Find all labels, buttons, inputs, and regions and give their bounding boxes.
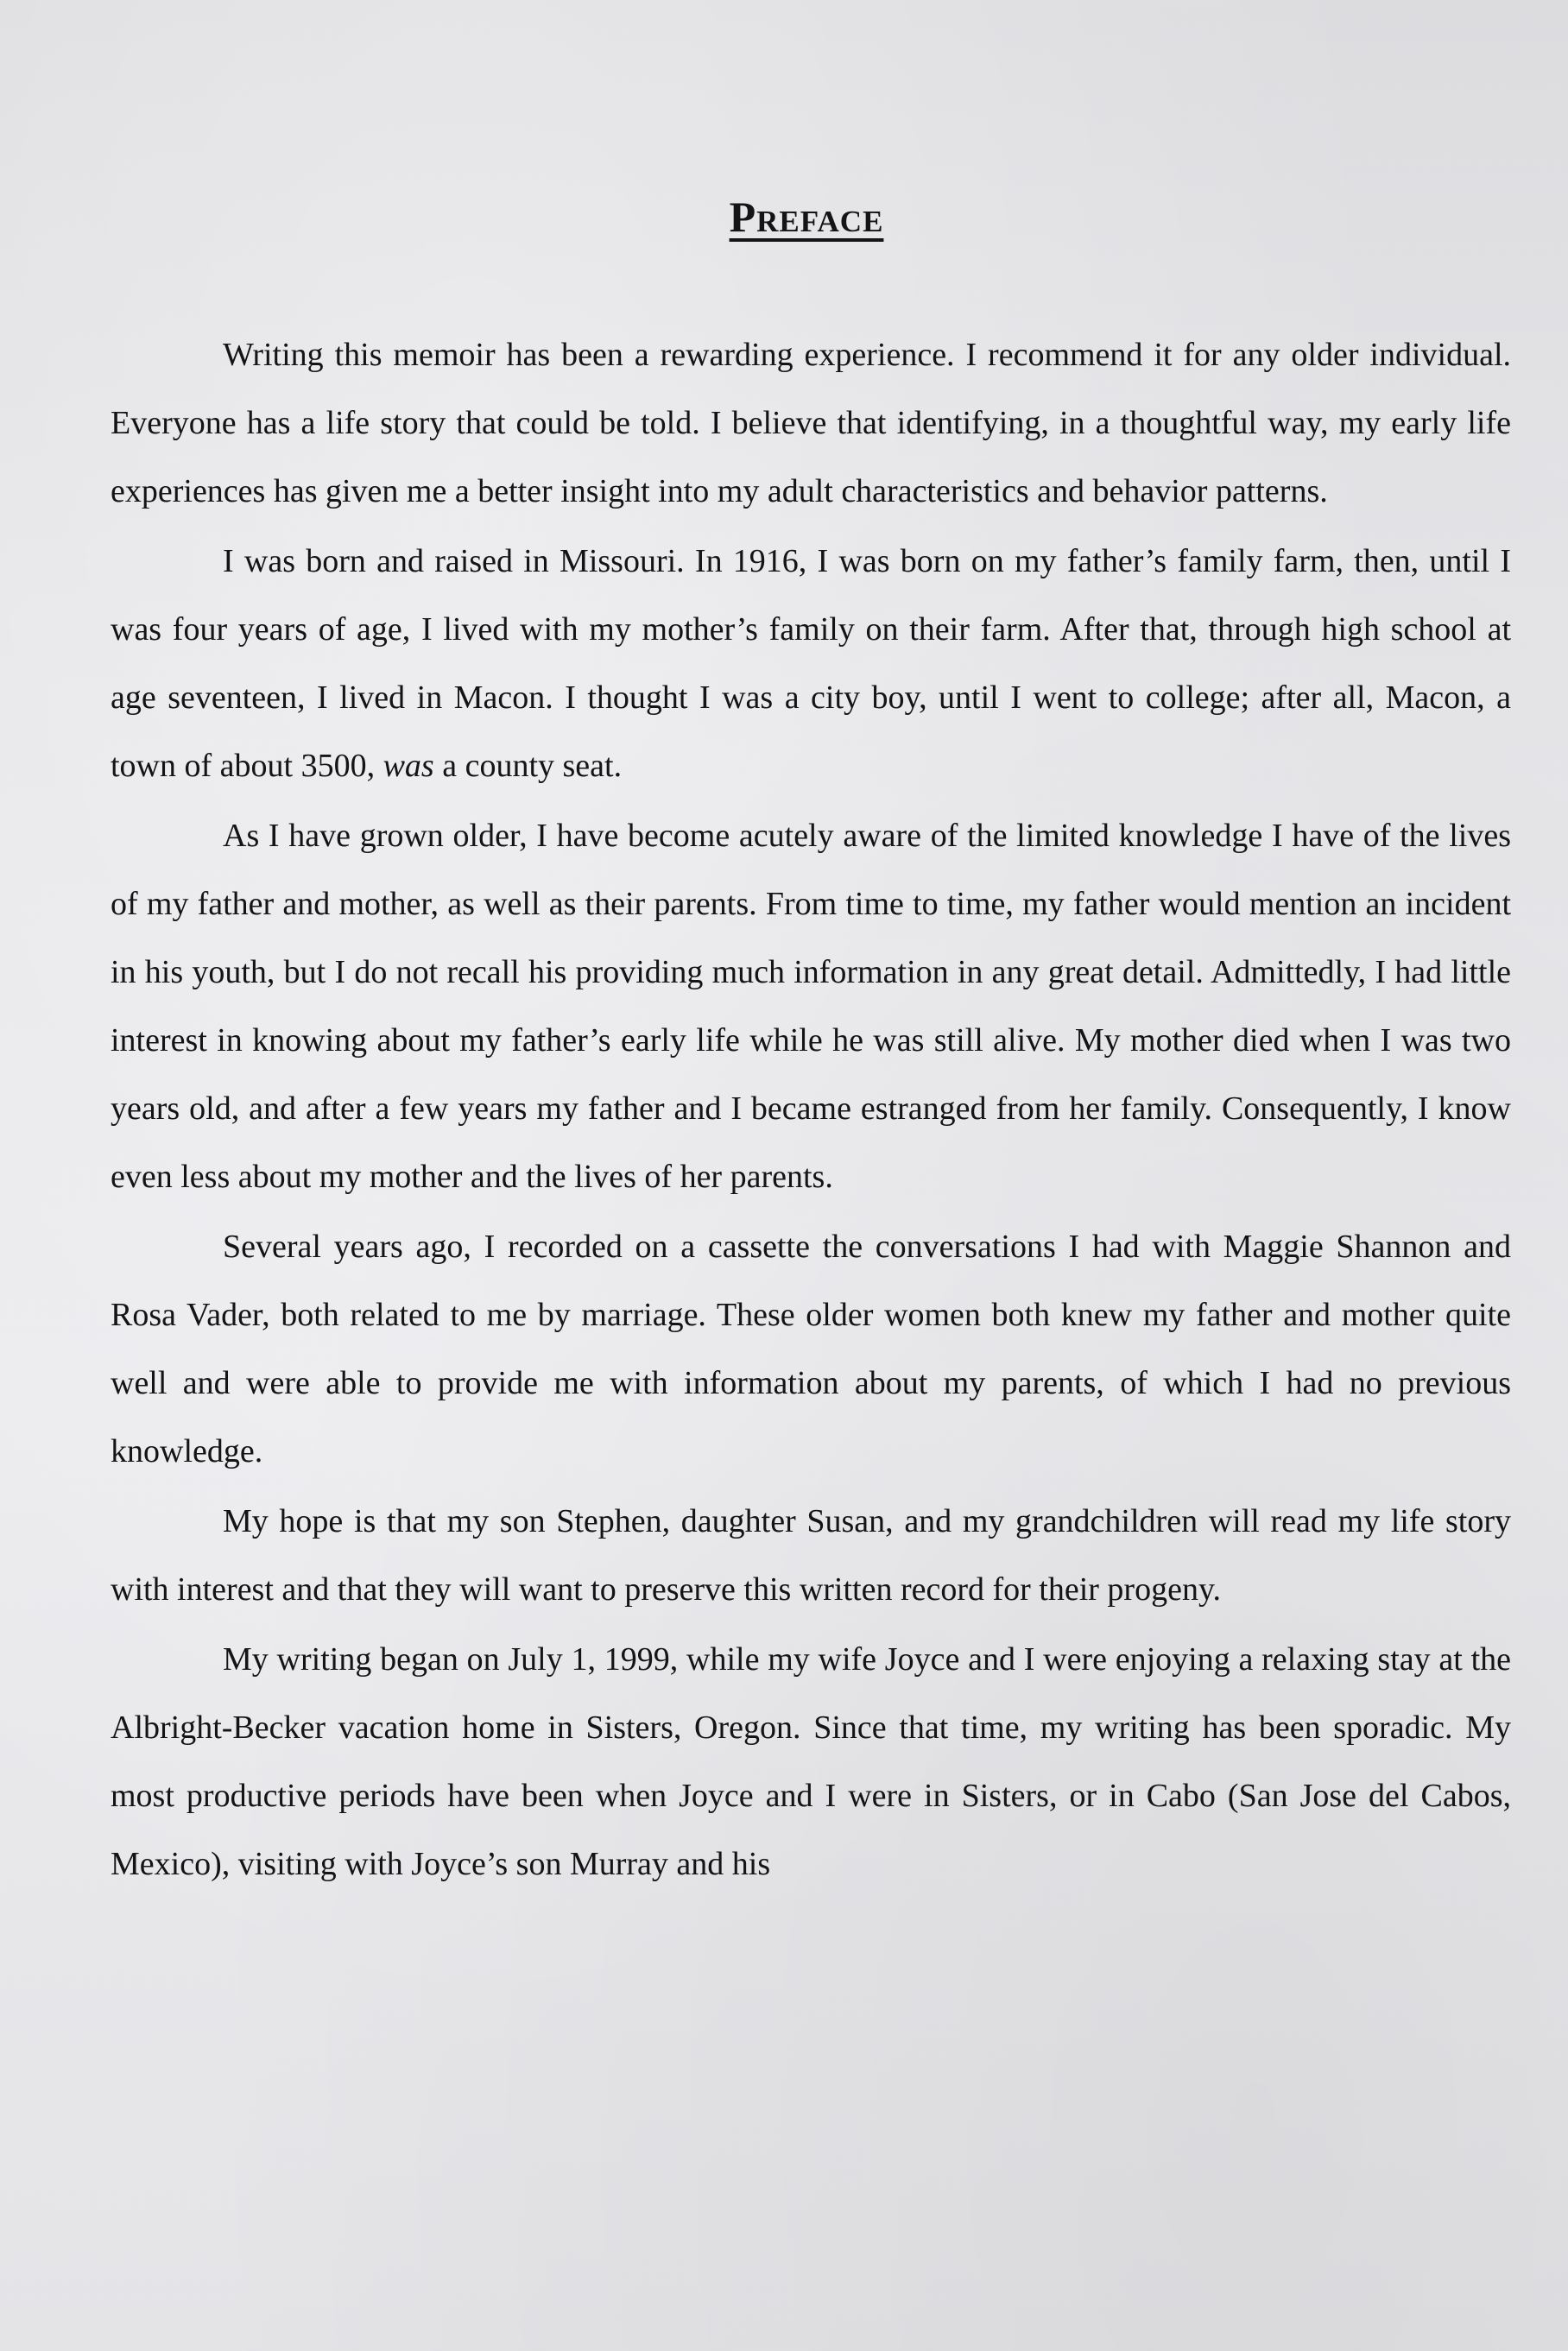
paragraph-2-emphasis: was xyxy=(383,748,434,784)
paragraph-1: Writing this memoir has been a rewarding experience. I recommend it for any older individual. Everyone has a life story that could be told. I believe that identifying, in a thoughtful way, my early life experiences has given me a better insight into my adult characteristics and behavior patterns. xyxy=(111,337,1511,509)
paragraph-6: My writing began on July 1, 1999, while my wife Joyce and I were enjoying a relaxing stay at the Albright-Becker vacation home in Sisters, Oregon. Since that time, my writing has been sporadic. My most productive periods have been when Joyce and I were in Sisters, or in Cabo (San Jose del Cabos, Mexico), visiting with Joyce’s son Murray and his xyxy=(111,1641,1511,1882)
document-body xyxy=(111,321,1511,1900)
paragraph-3: As I have grown older, I have become acutely aware of the limited knowledge I have of the lives of my father and mother, as well as their parents. From time to time, my father would mention an incident in his youth, but I do not recall his providing much information in any great detail. Admittedly, I had little interest in knowing about my father’s early life while he was still alive. My mother died when I was two years old, and after a few years my father and I became estranged from her family. Consequently, I know even less about my mother and the lives of her parents. xyxy=(111,818,1511,1195)
paragraph-2 xyxy=(111,528,1511,800)
paragraph-2-tail: a county seat. xyxy=(433,748,623,784)
title-text: Preface xyxy=(729,193,884,241)
paragraph-4: Several years ago, I recorded on a cassette the conversations I had with Maggie Shannon and Rosa Vader, both related to me by marriage. These older women both knew my father and mother quite well and were able to provide me with information about my parents, of which I had no previous knowledge. xyxy=(111,1229,1511,1469)
paragraph-5: My hope is that my son Stephen, daughter Susan, and my grandchildren will read my life story with interest and that they will want to preserve this written record for their progeny. xyxy=(111,1503,1511,1608)
page-title xyxy=(0,192,1568,242)
paragraph-2-text: I was born and raised in Missouri. In 1916, I was born on my father’s family farm, then, until I was four years of age, I lived with my mother’s family on their farm. After that, through high school at age seventeen, I lived in Macon. I thought I was a city boy, until I went to college; after all, Macon, a town of about 3500, xyxy=(111,543,1511,784)
